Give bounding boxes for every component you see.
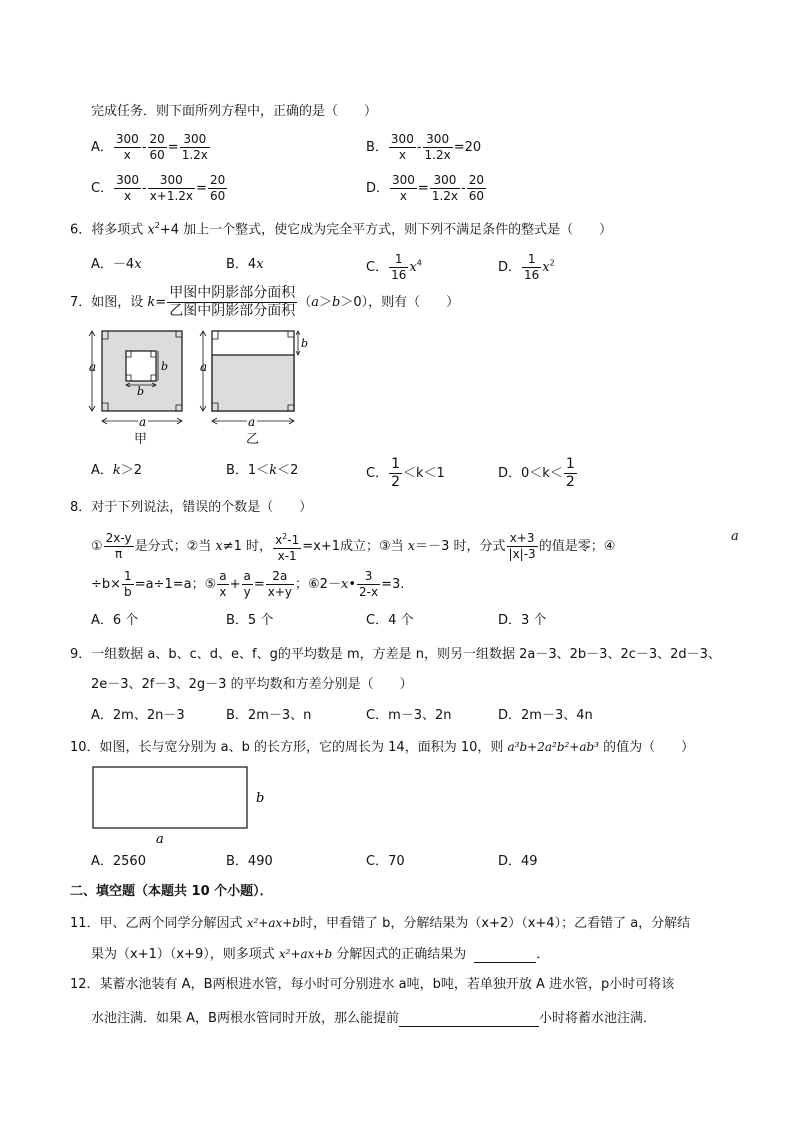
fraction: $\frac{1}{16}$ [391, 252, 407, 282]
q6-option-c[interactable]: C． $\frac{1}{16}$ $x^4$ [366, 252, 422, 282]
fraction: $\frac{20}{60}$ [149, 132, 165, 162]
operator: - [141, 140, 147, 155]
q9-stem-line1: 9．一组数据 a、b、c、d、e、f、g的平均数是 m，方差是 n，则另一组数据 2a－3、2b－3、2c－3、2d－3、 [70, 647, 721, 662]
q7-option-b[interactable]: B．1＜k＜2 [226, 463, 299, 478]
q10-option-b[interactable]: B．490 [226, 854, 273, 869]
q5-option-a-label: A． [91, 140, 113, 155]
q11-answer-blank[interactable] [474, 962, 536, 963]
q8-statements-line1: ① $\frac{2x-y}{\pi}$ 是分式；②当 x≠1 时， $\frac{x^2-1}{x-1}$ =x+1成立；③当 x＝－3 时，分式 $\frac{x+3}{|x|-3}$ 的值是零；④ a [91, 529, 739, 563]
q10-rectangle-figure [90, 765, 280, 850]
fraction: $\frac{\text{甲图中阴影部分面积}}{\text{乙图中阴影部分面积}}$ [169, 285, 296, 319]
q10-option-c[interactable]: C．70 [366, 854, 405, 869]
q9-option-d[interactable]: D．2m－3、4n [498, 708, 593, 723]
q6-stem: 6．将多项式 $x^2+4$ 加上一个整式，使它成为完全平方式，则下列不满足条件的整式是（ ） [70, 221, 613, 238]
figure-caption-jia: 甲 [134, 432, 148, 447]
figure-jia-side-label: a [89, 360, 97, 374]
q5-option-d[interactable] [366, 173, 487, 204]
operator: - [461, 181, 466, 196]
q8-statements-line2: ÷b× $\frac{1}{b}$ =a÷1=a；⑤ $\frac{a}{x}$ + $\frac{a}{y}$ = $\frac{2a}{x+y}$ ；⑥2－x• $\frac{3}{2-x}$ =3. [91, 569, 405, 599]
q5-option-b-label: B． [366, 140, 388, 155]
fraction: $\frac{300}{1.2x}$ [424, 132, 451, 162]
svg-text:b: b [161, 360, 169, 373]
svg-text:b: b [137, 385, 145, 398]
fraction: $\frac{20}{60}$ [468, 173, 484, 203]
q7-option-d[interactable]: D．0＜k＜ $\frac{1}{2}$ [498, 456, 575, 490]
figure-caption-yi: 乙 [246, 432, 260, 447]
q11-stem-line1: 11．甲、乙两个同学分解因式 x²+ax+b时，甲看错了 b，分解结果为（x+2）（x+4）；乙看错了 a，分解结 [70, 916, 691, 931]
q9-stem-line2: 2e－3、2f－3、2g－3 的平均数和方差分别是（ ） [91, 677, 413, 692]
q9-option-a[interactable]: A．2m、2n－3 [91, 708, 185, 723]
rect-width-label: b [256, 791, 265, 806]
rectangle [93, 767, 247, 828]
fraction: $\frac{300}{x+1.2x}$ [149, 173, 194, 203]
operator: = [196, 181, 207, 196]
svg-text:a: a [139, 415, 147, 429]
q5-option-d-label: D． [366, 181, 390, 196]
fraction: $\frac{3}{2-x}$ [358, 569, 379, 599]
fraction: $\frac{1}{16}$ [524, 252, 540, 282]
fraction: $\frac{300}{x}$ [115, 132, 139, 162]
fraction: $\frac{1}{2}$ [391, 456, 400, 490]
svg-text:a: a [248, 415, 256, 429]
q12-stem-line1: 12．某蓄水池装有 A，B两根进水管，每小时可分别进水 a吨，b吨，若单独开放 A 进水管，p小时可将该 [70, 977, 675, 992]
figure-jia-inner-square [126, 351, 156, 381]
q12-answer-blank[interactable] [399, 1026, 539, 1027]
q8-option-a[interactable]: A．6 个 [91, 613, 139, 628]
q11-stem-line2: 果为（x+1）（x+9），则多项式 x²+ax+b 分解因式的正确结果为 ． [91, 947, 550, 962]
fraction: $\frac{300}{1.2x}$ [431, 173, 459, 203]
option-tail: =20 [453, 140, 482, 155]
q8-stem: 8．对于下列说法，错误的个数是（ ） [70, 500, 313, 515]
svg-text:b: b [301, 337, 309, 350]
q10-option-d[interactable]: D．49 [498, 854, 538, 869]
fraction: $\frac{a}{x}$ [219, 569, 227, 599]
fraction: $\frac{x^2-1}{x-1}$ [273, 529, 301, 564]
q7-stem: 7．如图，设 k= $\frac{\text{甲图中阴影部分面积}}{\text{乙图中阴影部分面积}}$ （a＞b＞0），则有（ ） [70, 285, 460, 319]
fraction: $\frac{2x-y}{\pi}$ [105, 531, 132, 561]
operator: - [416, 140, 422, 155]
fraction: $\frac{x+3}{|x|-3}$ [508, 531, 536, 561]
fraction: $\frac{1}{2}$ [565, 456, 575, 490]
q9-option-c[interactable]: C．m－3、2n [366, 708, 452, 723]
svg-text:a: a [200, 360, 208, 374]
operator: - [141, 181, 147, 196]
rect-length-label: a [156, 832, 164, 847]
q8-option-c[interactable]: C．4 个 [366, 613, 414, 628]
q5-option-c-label: C． [91, 181, 114, 196]
fraction: $\frac{300}{x}$ [392, 173, 415, 203]
fraction: $\frac{20}{60}$ [209, 173, 226, 203]
q10-stem: 10．如图，长与宽分别为 a、b 的长方形，它的周长为 14，面积为 10，则 a³b+2a²b²+ab³ 的值为（ ） [70, 740, 695, 755]
figure-yi-shaded-rect [212, 355, 294, 411]
section-heading-fill-in: 二、填空题（本题共 10 个小题）． [70, 884, 273, 899]
q7-option-a[interactable]: A．k＞2 [91, 463, 143, 478]
q7-figures [86, 324, 316, 454]
fraction: $\frac{a}{y}$ [243, 569, 251, 599]
fraction: $\frac{300}{x}$ [390, 132, 414, 162]
q5-option-b[interactable] [366, 132, 481, 163]
fraction: $\frac{300}{x}$ [116, 173, 139, 203]
q6-option-b[interactable]: B．4x [226, 257, 264, 272]
fraction: $\frac{300}{1.2x}$ [181, 132, 208, 162]
q12-stem-line2: 水池注满．如果 A，B两根水管同时开放，那么能提前 小时将蓄水池注满． [91, 1011, 656, 1026]
fraction: $\frac{1}{b}$ [124, 569, 132, 599]
q8-option-d[interactable]: D．3 个 [498, 613, 547, 628]
q9-option-b[interactable]: B．2m－3、n [226, 708, 312, 723]
q5-stem-tail: 完成任务．则下面所列方程中，正确的是（ ） [91, 104, 378, 119]
q5-option-c[interactable] [91, 173, 228, 204]
operator: = [167, 140, 179, 155]
q6-option-a[interactable]: A．－4x [91, 257, 142, 272]
q5-option-a[interactable] [91, 132, 211, 163]
q6-option-d[interactable]: D． $\frac{1}{16}$ $x^2$ [498, 252, 555, 282]
fraction: $\frac{2a}{x+y}$ [267, 569, 293, 599]
q7-option-c[interactable]: C． $\frac{1}{2}$ ＜k＜1 [366, 456, 445, 490]
q8-option-b[interactable]: B．5 个 [226, 613, 274, 628]
operator: = [417, 181, 429, 196]
q10-option-a[interactable]: A．2560 [91, 854, 146, 869]
